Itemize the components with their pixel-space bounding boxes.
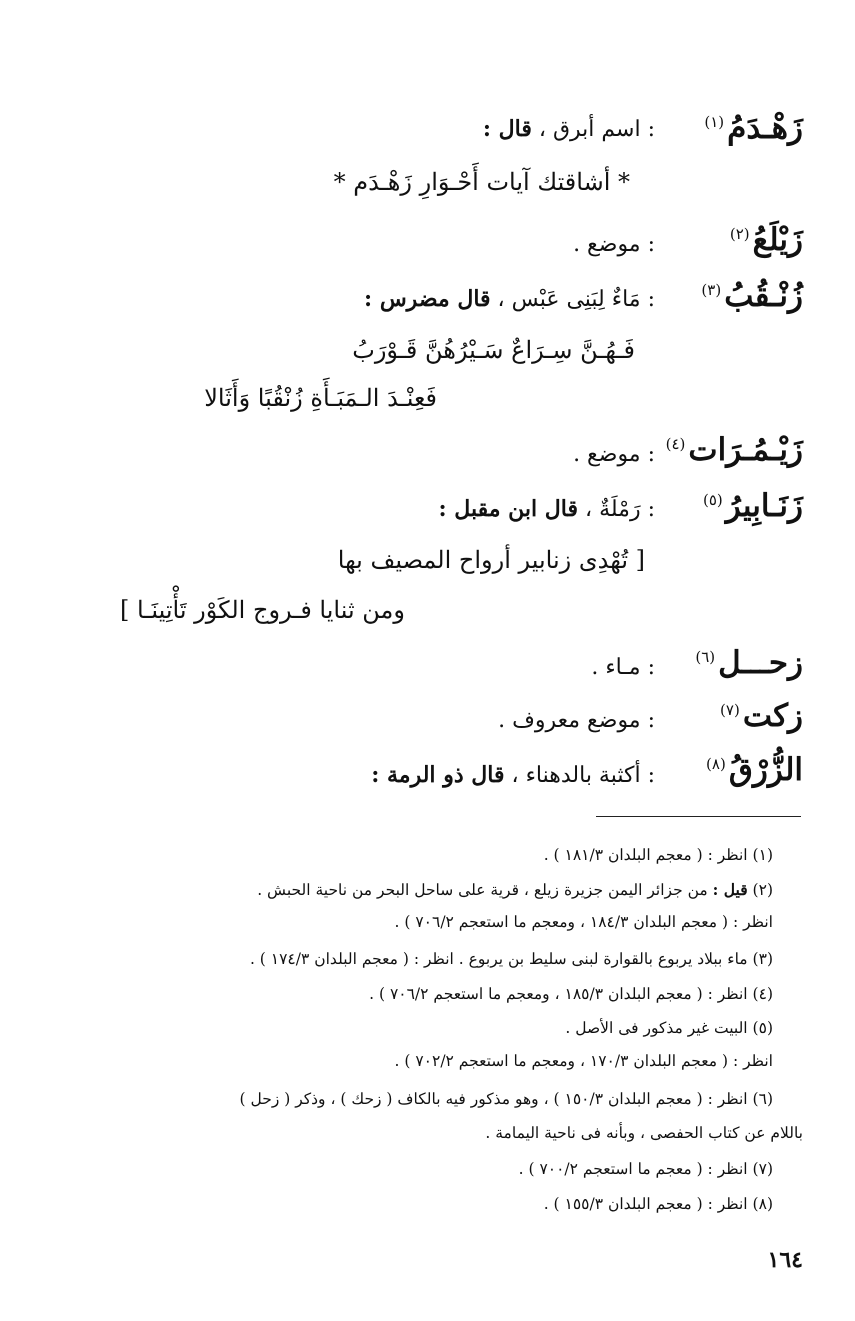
entry-word: زحـــل$^{(٦)}$ xyxy=(695,645,803,681)
footnote-marker: (٨) xyxy=(706,754,726,773)
entry-definition: : مَاءٌ لِبَنِى عَبْس ، قال مضرس : xyxy=(364,286,655,312)
entry-word: زكت$^{(٧)}$ xyxy=(720,698,803,734)
verse-line: [ تُهْدِى زنابير أرواح المصيف بها xyxy=(337,546,645,574)
entry-word: زَيْـمُـرَات$^{(٤)}$ xyxy=(665,432,803,468)
entry-word: الزُّرْقُ$^{(٨)}$ xyxy=(706,752,803,788)
footnote-marker: (٢) xyxy=(729,224,750,243)
entry-word: زَنَـابِيرُ$^{(٥)}$ xyxy=(703,488,803,524)
entry-word: زَهْـدَمُ$^{(١)}$ xyxy=(704,110,803,146)
entry-definition: : موضع معروف . xyxy=(498,708,655,733)
page-number: ١٦٤ xyxy=(767,1247,803,1273)
footnote-continuation: باللام عن كتاب الحفصى ، وبأنه فى ناحية اليمامة . xyxy=(485,1124,803,1142)
verse-line: ومن ثنايا فـروج الكَوْر تَأْتِينَـا ] xyxy=(120,596,405,624)
footnote-marker: (٥) xyxy=(703,490,723,509)
footnote: (٨) انظر : ( معجم البلدان ١٥٥/٣ ) . xyxy=(543,1195,773,1213)
footnote-marker: (٤) xyxy=(665,434,686,453)
entry-definition: : رَمْلَةٌ ، قال ابن مقبل : xyxy=(438,496,655,522)
footnote-marker: (١) xyxy=(704,112,725,131)
footnote: (٥) البيت غير مذكور فى الأصل . xyxy=(565,1019,773,1037)
verse-line: * أشاقتك آيات أَحْـوَارِ زَهْـدَم * xyxy=(333,168,630,196)
footnote-continuation: انظر : ( معجم البلدان ١٧٠/٣ ، ومعجم ما استعجم ٧٠٢/٢ ) . xyxy=(394,1052,773,1070)
footnote-separator xyxy=(596,816,801,817)
verse-line: فَـهُـنَّ سِـرَاعٌ سَـيْرُهُنَّ قَـوْرَبُ xyxy=(352,336,635,364)
entry-definition: : مـاء . xyxy=(591,655,655,680)
verse-line: فَعِنْـدَ الـمَبَـأَةِ زُنْقُبًا وَأَثَالا xyxy=(204,384,437,412)
entry-definition: : موضع . xyxy=(573,442,655,467)
footnote: (٢) قيل : من جزائر اليمن جزيرة زيلع ، قرية على ساحل البحر من ناحية الحبش . xyxy=(257,880,773,899)
footnote-continuation: انظر : ( معجم البلدان ١٨٤/٣ ، ومعجم ما استعجم ٧٠٦/٢ ) . xyxy=(394,913,773,931)
footnote: (٤) انظر : ( معجم البلدان ١٨٥/٣ ، ومعجم ما استعجم ٧٠٦/٢ ) . xyxy=(369,985,773,1003)
footnote: (٧) انظر : ( معجم ما استعجم ٧٠٠/٢ ) . xyxy=(518,1160,773,1178)
footnote-marker: (٣) xyxy=(701,280,722,299)
entry-word: زُنْـقُبُ$^{(٣)}$ xyxy=(701,278,803,314)
footnote: (٦) انظر : ( معجم البلدان ١٥٠/٣ ) ، وهو مذكور فيه بالكاف ( زحك ) ، وذكر ( زحل ) xyxy=(239,1090,773,1108)
entry-definition: : موضع . xyxy=(573,232,655,257)
footnote-marker: (٦) xyxy=(695,647,716,666)
footnote: (٣) ماء ببلاد يربوع بالقوارة لبنى سليط بن يربوع . انظر : ( معجم البلدان ١٧٤/٣ ) . xyxy=(249,950,773,968)
footnote-marker: (٧) xyxy=(720,700,740,719)
entry-definition: : أكثبة بالدهناء ، قال ذو الرمة : xyxy=(371,762,655,788)
entry-definition: : اسم أبرق ، قال : xyxy=(482,116,655,142)
entry-word: زَيْلَعُ$^{(٢)}$ xyxy=(729,222,803,258)
footnote: (١) انظر : ( معجم البلدان ١٨١/٣ ) . xyxy=(543,846,773,864)
